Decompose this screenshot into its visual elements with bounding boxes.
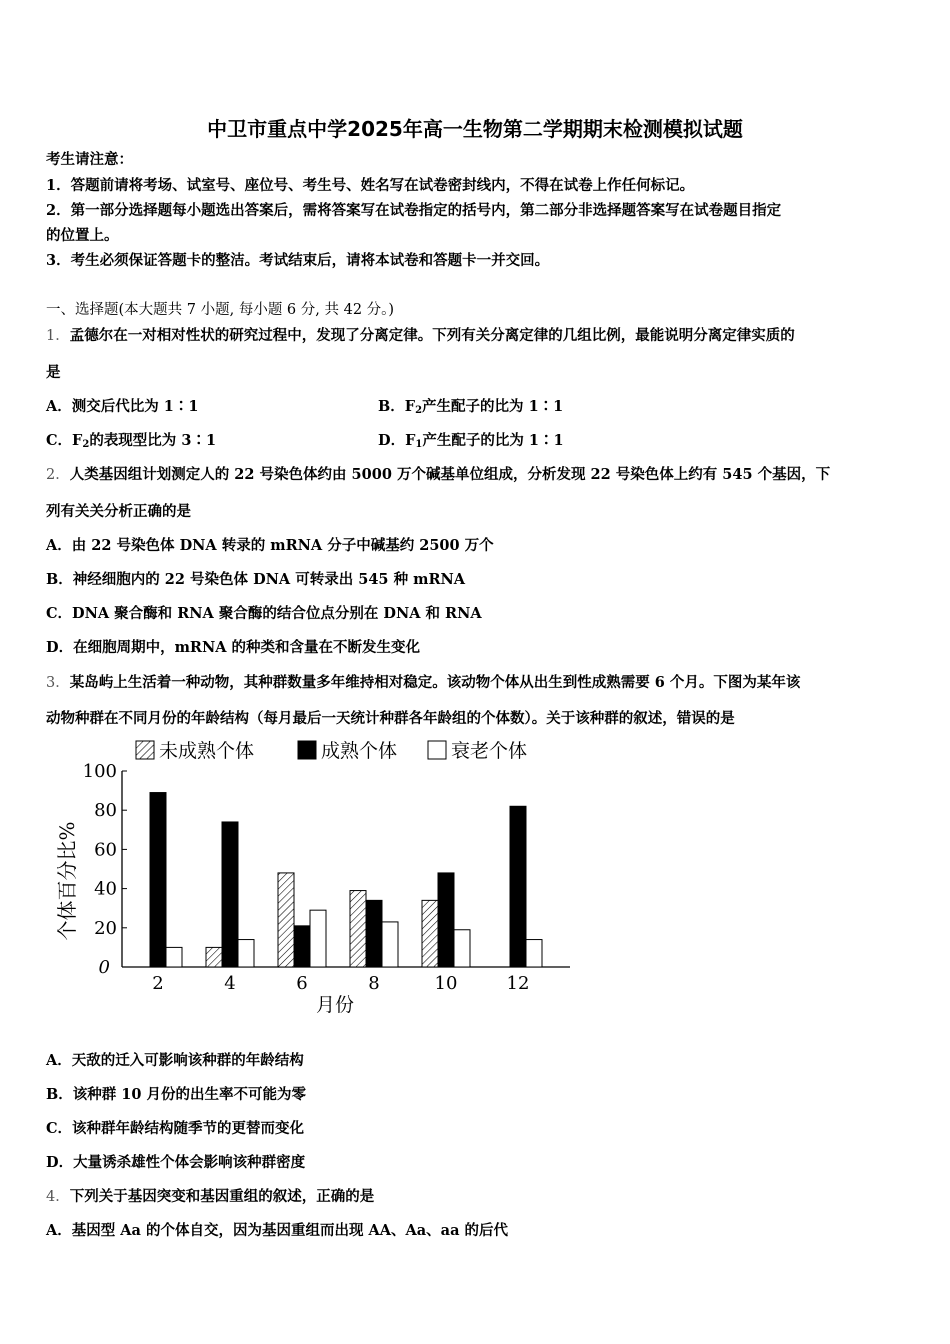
q2-option-c: C．DNA 聚合酶和 RNA 聚合酶的结合位点分别在 DNA 和 RNA: [46, 605, 482, 622]
notice-item: 2．第一部分选择题每小题选出答案后，需将答案写在试卷指定的括号内，第二部分非选择题答案写在试卷题目指定: [46, 202, 782, 219]
question-2-stem-cont: 列有关关分析正确的是: [46, 503, 191, 520]
question-4-stem: [46, 1187, 374, 1207]
bar-10-成熟个体: [438, 873, 454, 967]
page-title: 中卫市重点中学2025年高一生物第二学期期末检测模拟试题: [207, 117, 743, 141]
age-structure-chart: [50, 735, 580, 1020]
y-axis-label: 个体百分比%: [55, 821, 79, 941]
question-text: 孟德尔在一对相对性状的研究过程中，发现了分离定律。下列有关分离定律的几组比例，最能说明分离定律实质的: [69, 327, 795, 344]
q3-option-c: C．该种群年龄结构随季节的更替而变化: [46, 1120, 305, 1137]
question-1-stem-cont: 是: [46, 364, 61, 381]
y-tick-label: 20: [94, 917, 117, 939]
x-tick-label: 4: [224, 973, 236, 994]
legend-label: 成熟个体: [321, 740, 398, 762]
x-tick-label: 6: [296, 973, 308, 994]
bar-2-成熟个体: [150, 793, 166, 967]
q3-option-d: D．大量诱杀雄性个体会影响该种群密度: [46, 1154, 306, 1171]
y-tick-label: 80: [94, 800, 117, 822]
bar-6-未成熟个体: [278, 873, 294, 967]
question-text: 人类基因组计划测定人的 22 号染色体约由 5000 万个碱基单位组成，分析发现 22 号染色体上约有 545 个基因，下: [69, 466, 831, 483]
question-number: 2．: [46, 467, 70, 483]
chart-axes: [55, 761, 570, 1016]
bar-6-成熟个体: [294, 926, 310, 967]
bar-8-衰老个体: [382, 922, 398, 967]
q4-option-a: A．基因型 Aa 的个体自交，因为基因重组而出现 AA、Aa、aa 的后代: [46, 1222, 509, 1239]
bar-10-未成熟个体: [422, 900, 438, 967]
q2-option-b: B．神经细胞内的 22 号染色体 DNA 可转录出 545 种 mRNA: [46, 571, 466, 588]
x-tick-label: 8: [368, 973, 380, 994]
question-text: 下列关于基因突变和基因重组的叙述，正确的是: [69, 1188, 375, 1205]
q1-option-c: C．$F_2$的表现型比为 3∶1: [46, 432, 217, 450]
chart-legend: [136, 740, 527, 762]
section-heading: 一、选择题(本大题共 7 小题, 每小题 6 分, 共 42 分。): [46, 302, 395, 318]
x-axis-label: 月份: [315, 994, 355, 1016]
x-tick-label: 10: [434, 973, 458, 994]
y-tick-label: 40: [94, 878, 117, 900]
q1-option-b: B．$F_2$产生配子的比为 1∶1: [378, 398, 564, 416]
q2-option-a: A．由 22 号染色体 DNA 转录的 mRNA 分子中碱基约 2500 万个: [46, 537, 494, 554]
legend-swatch: [298, 741, 316, 759]
chart-bars: [150, 793, 542, 967]
bar-10-衰老个体: [454, 930, 470, 967]
question-text: 某岛屿上生活着一种动物，其种群数量多年维持相对稳定。该动物个体从出生到性成熟需要 6 个月。下图为某年该: [69, 674, 801, 691]
bar-4-未成熟个体: [206, 947, 222, 967]
q3-option-a: A．天敌的迁入可影响该种群的年龄结构: [46, 1052, 304, 1069]
bar-12-衰老个体: [526, 940, 542, 967]
q1-option-d: D．$F_1$产生配子的比为 1∶1: [378, 432, 564, 450]
legend-label: 衰老个体: [451, 740, 528, 762]
q1-option-a: A．测交后代比为 1∶1: [46, 398, 199, 415]
question-2-stem: [46, 465, 830, 485]
x-tick-label: 12: [506, 973, 530, 994]
question-number: 1．: [46, 328, 70, 344]
question-3-stem-cont: 动物种群在不同月份的年龄结构（每月最后一天统计种群各年龄组的个体数）。关于该种群的叙述，错误的是: [46, 710, 735, 727]
legend-swatch: [136, 741, 154, 759]
notice-item: 3．考生必须保证答题卡的整洁。考试结束后，请将本试卷和答题卡一并交回。: [46, 252, 550, 269]
notice-heading: 考生请注意：: [46, 151, 133, 168]
y-tick-label: 100: [82, 761, 117, 782]
y-tick-label: 60: [94, 839, 117, 861]
bar-6-衰老个体: [310, 910, 326, 967]
bar-12-成熟个体: [510, 806, 526, 967]
bar-2-衰老个体: [166, 947, 182, 967]
bar-4-衰老个体: [238, 940, 254, 967]
notice-item: 1．答题前请将考场、试室号、座位号、考生号、姓名写在试卷密封线内，不得在试卷上作任何标记。: [46, 177, 695, 194]
notice-item: 的位置上。: [46, 227, 119, 244]
bar-8-未成熟个体: [350, 891, 366, 967]
q2-option-d: D．在细胞周期中，mRNA 的种类和含量在不断发生变化: [46, 639, 421, 656]
question-1-stem: [46, 326, 795, 346]
question-number: 3．: [46, 675, 70, 691]
legend-label: 未成熟个体: [159, 740, 255, 762]
y-tick-label: 0: [98, 957, 110, 978]
q3-option-b: B．该种群 10 月份的出生率不可能为零: [46, 1086, 307, 1103]
bar-4-成熟个体: [222, 822, 238, 967]
question-3-stem: [46, 673, 800, 693]
question-number: 4．: [46, 1189, 70, 1205]
x-tick-label: 2: [152, 973, 164, 994]
bar-8-成熟个体: [366, 900, 382, 967]
legend-swatch: [428, 741, 446, 759]
